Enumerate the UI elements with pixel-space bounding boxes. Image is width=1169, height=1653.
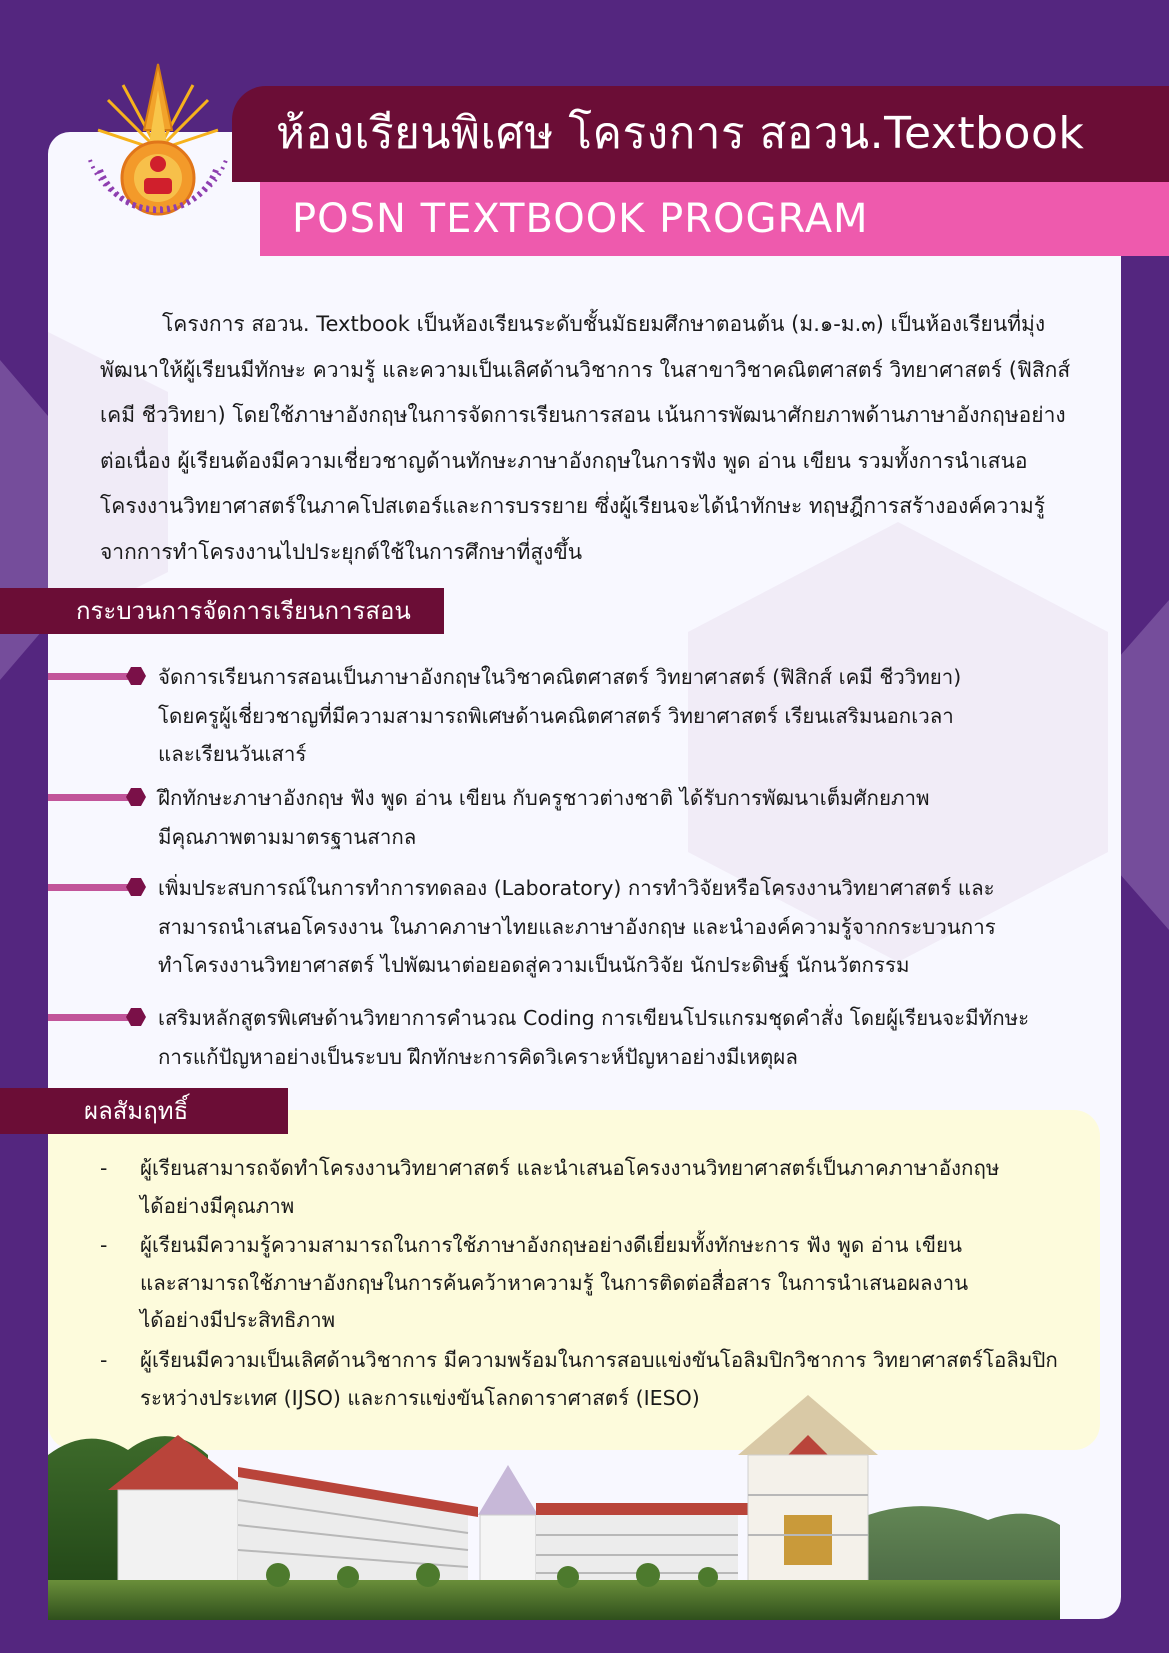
school-building-icon bbox=[48, 1395, 1060, 1620]
process-heading bbox=[0, 588, 444, 634]
page-title: ห้องเรียนพิเศษ โครงการ สอวน.Textbook bbox=[232, 86, 1169, 182]
process-item-text bbox=[158, 779, 930, 856]
dash-bullet: - bbox=[100, 1156, 108, 1180]
intro-line: โครงงานวิทยาศาสตร์ในภาคโปสเตอร์และการบรรยาย ซึ่งผู้เรียนจะได้นำทักษะ ทฤษฎีการสร้างองค์ความรู้ bbox=[100, 494, 1046, 518]
dash-bullet: - bbox=[100, 1348, 108, 1372]
bullet-bar bbox=[48, 884, 128, 891]
process-item-line: และเรียนวันเสาร์ bbox=[158, 742, 307, 766]
result-item-line: ได้อย่างมีคุณภาพ bbox=[140, 1193, 295, 1218]
intro-line: พัฒนาให้ผู้เรียนมีทักษะ ความรู้ และความเป็นเลิศด้านวิชาการ ในสาขาวิชาคณิตศาสตร์ วิทยาศาสตร์ (ฟิสิกส์ bbox=[100, 357, 1071, 382]
result-item-line: ผู้เรียนมีความเป็นเลิศด้านวิชาการ มีความพร้อมในการสอบแข่งขันโอลิมปิกวิชาการ วิทยาศาสตร์โอลิมปิก bbox=[140, 1348, 1058, 1372]
process-item-line: มีคุณภาพตามมาตรฐานสากล bbox=[158, 824, 417, 849]
intro-line: เคมี ชีววิทยา) โดยใช้ภาษาอังกฤษในการจัดการเรียนการสอน เน้นการพัฒนาศักยภาพด้านภาษาอังกฤษอย่าง bbox=[100, 403, 1066, 427]
bullet-bar bbox=[48, 673, 128, 680]
result-item-line: ระหว่างประเทศ (IJSO) และการแข่งขันโลกดาราศาสตร์ (IESO) bbox=[140, 1385, 700, 1410]
process-item-line: โดยครูผู้เชี่ยวชาญที่มีความสามารถพิเศษด้านคณิตศาสตร์ วิทยาศาสตร์ เรียนเสริมนอกเวลา bbox=[158, 703, 954, 728]
result-item-text bbox=[140, 1150, 999, 1225]
bullet-bar bbox=[48, 794, 128, 801]
process-item-line: ทำโครงงานวิทยาศาสตร์ ไปพัฒนาต่อยอดสู่ความเป็นนักวิจัย นักประดิษฐ์ นักนวัตกรรม bbox=[158, 953, 910, 977]
process-item-text bbox=[158, 999, 1029, 1076]
process-item-line: สามารถนำเสนอโครงงาน ในภาคภาษาไทยและภาษาอังกฤษ และนำองค์ความรู้จากกระบวนการ bbox=[158, 914, 996, 939]
result-item-line: ได้อย่างมีประสิทธิภาพ bbox=[140, 1308, 336, 1332]
process-item-line: เพิ่มประสบการณ์ในการทำการทดลอง (Laboratory) การทำวิจัยหรือโครงงานวิทยาศาสตร์ และ bbox=[158, 876, 995, 900]
intro-line: จากการทำโครงงานไปประยุกต์ใช้ในการศึกษาที่สูงขึ้น bbox=[100, 539, 583, 564]
intro-paragraph bbox=[100, 302, 1080, 575]
process-heading-text: กระบวนการจัดการเรียนการสอน bbox=[76, 597, 411, 625]
dash-bullet: - bbox=[100, 1233, 108, 1257]
process-item-line: การแก้ปัญหาอย่างเป็นระบบ ฝึกทักษะการคิดวิเคราะห์ปัญหาอย่างมีเหตุผล bbox=[158, 1044, 798, 1069]
result-item-line: ผู้เรียนสามารถจัดทำโครงงานวิทยาศาสตร์ และนำเสนอโครงงานวิทยาศาสตร์เป็นภาคภาษาอังกฤษ bbox=[140, 1156, 1000, 1180]
process-item-line: ฝึกทักษะภาษาอังกฤษ ฟัง พูด อ่าน เขียน กับครูชาวต่างชาติ ได้รับการพัฒนาเต็มศักยภาพ bbox=[158, 786, 930, 810]
result-item-line: ผู้เรียนมีความรู้ความสามารถในการใช้ภาษาอังกฤษอย่างดีเยี่ยมทั้งทักษะการ ฟัง พูด อ่าน เขียน bbox=[140, 1233, 963, 1257]
school-emblem-icon bbox=[78, 60, 238, 260]
results-heading-text: ผลสัมฤทธิ์ bbox=[84, 1097, 189, 1125]
process-item-text bbox=[158, 869, 996, 985]
bullet-bar bbox=[48, 1014, 128, 1021]
results-heading bbox=[0, 1088, 288, 1134]
process-item-line: จัดการเรียนการสอนเป็นภาษาอังกฤษในวิชาคณิตศาสตร์ วิทยาศาสตร์ (ฟิสิกส์ เคมี ชีววิทยา) bbox=[158, 665, 962, 689]
result-item-line: และสามารถใช้ภาษาอังกฤษในการค้นคว้าหาความรู้ ในการติดต่อสื่อสาร ในการนำเสนอผลงาน bbox=[140, 1270, 969, 1295]
intro-line: ต่อเนื่อง ผู้เรียนต้องมีความเชี่ยวชาญด้านทักษะภาษาอังกฤษในการฟัง พูด อ่าน เขียน รวมทั้งการนำเสนอ bbox=[100, 448, 1028, 473]
process-item-text bbox=[158, 658, 961, 774]
result-item-text bbox=[140, 1227, 968, 1340]
intro-line: โครงการ สอวน. Textbook เป็นห้องเรียนระดับชั้นมัธยมศึกษาตอนต้น (ม.๑-ม.๓) เป็นห้องเรียนที่มุ่ง bbox=[162, 312, 1046, 336]
process-item-line: เสริมหลักสูตรพิเศษด้านวิทยาการคำนวณ Coding การเขียนโปรแกรมชุดคำสั่ง โดยผู้เรียนจะมีทักษะ bbox=[158, 1006, 1030, 1030]
page-subtitle: POSN TEXTBOOK PROGRAM bbox=[260, 182, 1169, 256]
